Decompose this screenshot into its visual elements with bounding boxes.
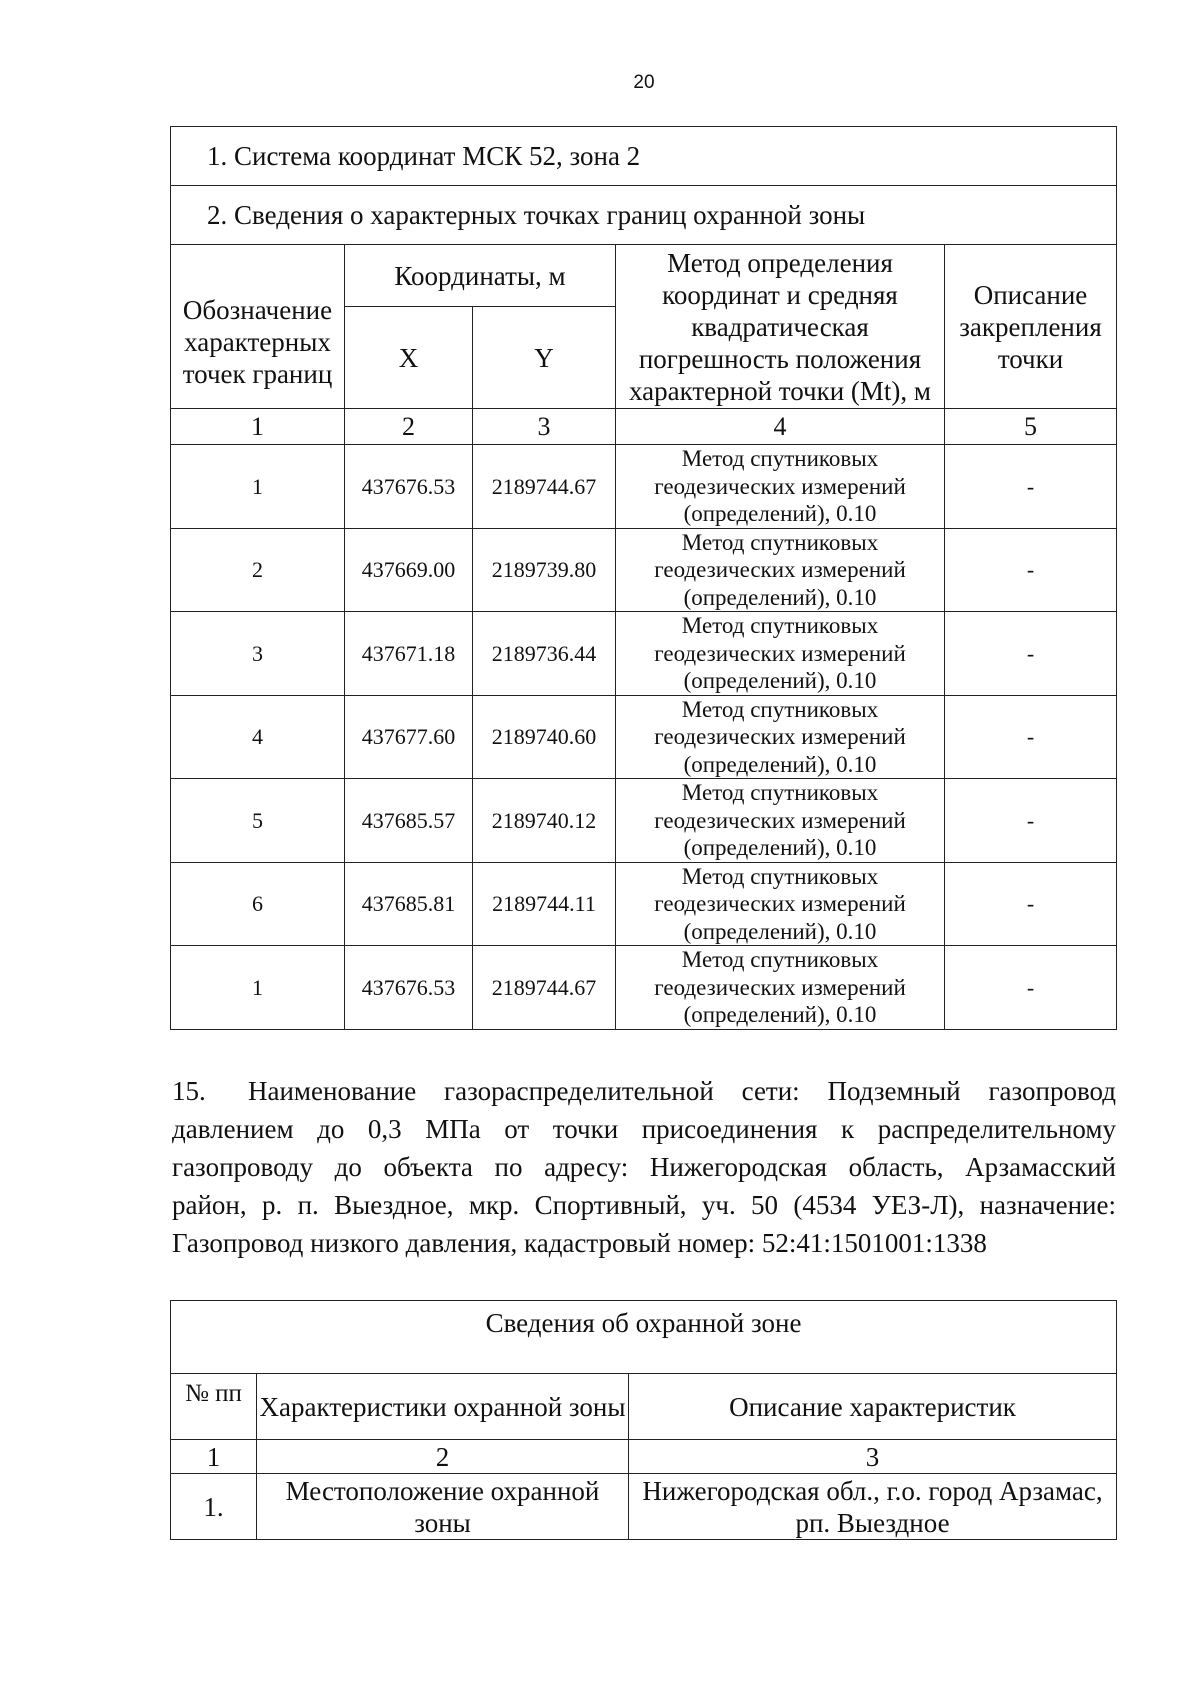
point-id: 4: [171, 695, 345, 779]
method-cell: Метод спутниковых геодезических измерений (определений), 0.10: [616, 445, 945, 529]
column-number: 5: [945, 409, 1117, 445]
table-row: [171, 779, 1117, 863]
network-description-paragraph: [172, 1072, 1116, 1262]
page-number: 20: [633, 72, 655, 93]
header-y: Y: [473, 307, 616, 409]
table-row: [171, 862, 1117, 946]
paragraph-line: давлением до 0,3 МПа от точки присоединения к распределительному: [172, 1114, 1116, 1144]
protection-zone-table: [170, 1300, 1117, 1540]
paragraph-number: 15.: [172, 1076, 206, 1106]
table-row: [171, 528, 1117, 612]
fixing-description: -: [945, 779, 1117, 863]
point-id: 3: [171, 612, 345, 696]
table-row: [171, 1474, 1117, 1540]
fixing-description: -: [945, 695, 1117, 779]
coordinate-system-title: 1. Система координат МСК 52, зона 2: [171, 127, 1117, 186]
point-id: 6: [171, 862, 345, 946]
paragraph-line: газопроводу до объекта по адресу: Нижегородская область, Арзамасский: [172, 1152, 1116, 1182]
column-number: 1: [171, 1440, 257, 1474]
header-fixing-description: Описание закрепления точки: [945, 245, 1117, 409]
fixing-description: -: [945, 946, 1117, 1030]
column-number: 2: [345, 409, 473, 445]
paragraph-line: Газопровод низкого давления, кадастровый номер: 52:41:1501001:1338: [172, 1228, 987, 1258]
method-cell: Метод спутниковых геодезических измерений (определений), 0.10: [616, 612, 945, 696]
header-x: X: [345, 307, 473, 409]
x-coordinate: 437676.53: [345, 445, 473, 529]
fixing-description: -: [945, 445, 1117, 529]
x-coordinate: 437685.81: [345, 862, 473, 946]
y-coordinate: 2189740.60: [473, 695, 616, 779]
header-point-designation: Обозначение характерных точек границ: [171, 245, 345, 409]
protection-zone-title: Сведения об охранной зоне: [171, 1301, 1117, 1374]
characteristic-cell: Местоположение охранной зоны: [257, 1474, 629, 1540]
table-row: [171, 445, 1117, 529]
column-number: 2: [257, 1440, 629, 1474]
fixing-description: -: [945, 528, 1117, 612]
method-cell: Метод спутниковых геодезических измерений (определений), 0.10: [616, 779, 945, 863]
x-coordinate: 437685.57: [345, 779, 473, 863]
description-cell: Нижегородская обл., г.о. город Арзамас, рп. Выездное: [629, 1474, 1117, 1540]
column-number: 3: [473, 409, 616, 445]
column-number: 4: [616, 409, 945, 445]
paragraph-line: район, р. п. Выездное, мкр. Спортивный, уч. 50 (4534 УЕЗ-Л), назначение:: [172, 1190, 1116, 1220]
column-number: 1: [171, 409, 345, 445]
row-number: 1.: [171, 1474, 257, 1540]
method-cell: Метод спутниковых геодезических измерений (определений), 0.10: [616, 946, 945, 1030]
header-method: Метод определения координат и средняя квадратическая погрешность положения характерной точки (Mt), м: [616, 245, 945, 409]
x-coordinate: 437676.53: [345, 946, 473, 1030]
x-coordinate: 437669.00: [345, 528, 473, 612]
header-description: Описание характеристик: [629, 1374, 1117, 1440]
paragraph-text: Наименование газораспределительной сети: Подземный газопровод: [248, 1076, 1116, 1106]
x-coordinate: 437677.60: [345, 695, 473, 779]
boundary-points-table: [170, 126, 1117, 1030]
table-row: [171, 612, 1117, 696]
header-characteristics: Характеристики охранной зоны: [257, 1374, 629, 1440]
boundary-points-title: 2. Сведения о характерных точках границ охранной зоны: [171, 186, 1117, 245]
y-coordinate: 2189744.67: [473, 445, 616, 529]
paragraph-line: [172, 1072, 1116, 1110]
table-row: [171, 695, 1117, 779]
point-id: 1: [171, 946, 345, 1030]
fixing-description: -: [945, 612, 1117, 696]
method-cell: Метод спутниковых геодезических измерений (определений), 0.10: [616, 528, 945, 612]
y-coordinate: 2189739.80: [473, 528, 616, 612]
y-coordinate: 2189744.11: [473, 862, 616, 946]
header-coordinates: Координаты, м: [345, 245, 616, 307]
point-id: 2: [171, 528, 345, 612]
header-row-number: № пп: [171, 1374, 257, 1440]
y-coordinate: 2189744.67: [473, 946, 616, 1030]
fixing-description: -: [945, 862, 1117, 946]
point-id: 1: [171, 445, 345, 529]
method-cell: Метод спутниковых геодезических измерений (определений), 0.10: [616, 862, 945, 946]
table-row: [171, 946, 1117, 1030]
y-coordinate: 2189740.12: [473, 779, 616, 863]
x-coordinate: 437671.18: [345, 612, 473, 696]
y-coordinate: 2189736.44: [473, 612, 616, 696]
point-id: 5: [171, 779, 345, 863]
column-number: 3: [629, 1440, 1117, 1474]
method-cell: Метод спутниковых геодезических измерений (определений), 0.10: [616, 695, 945, 779]
